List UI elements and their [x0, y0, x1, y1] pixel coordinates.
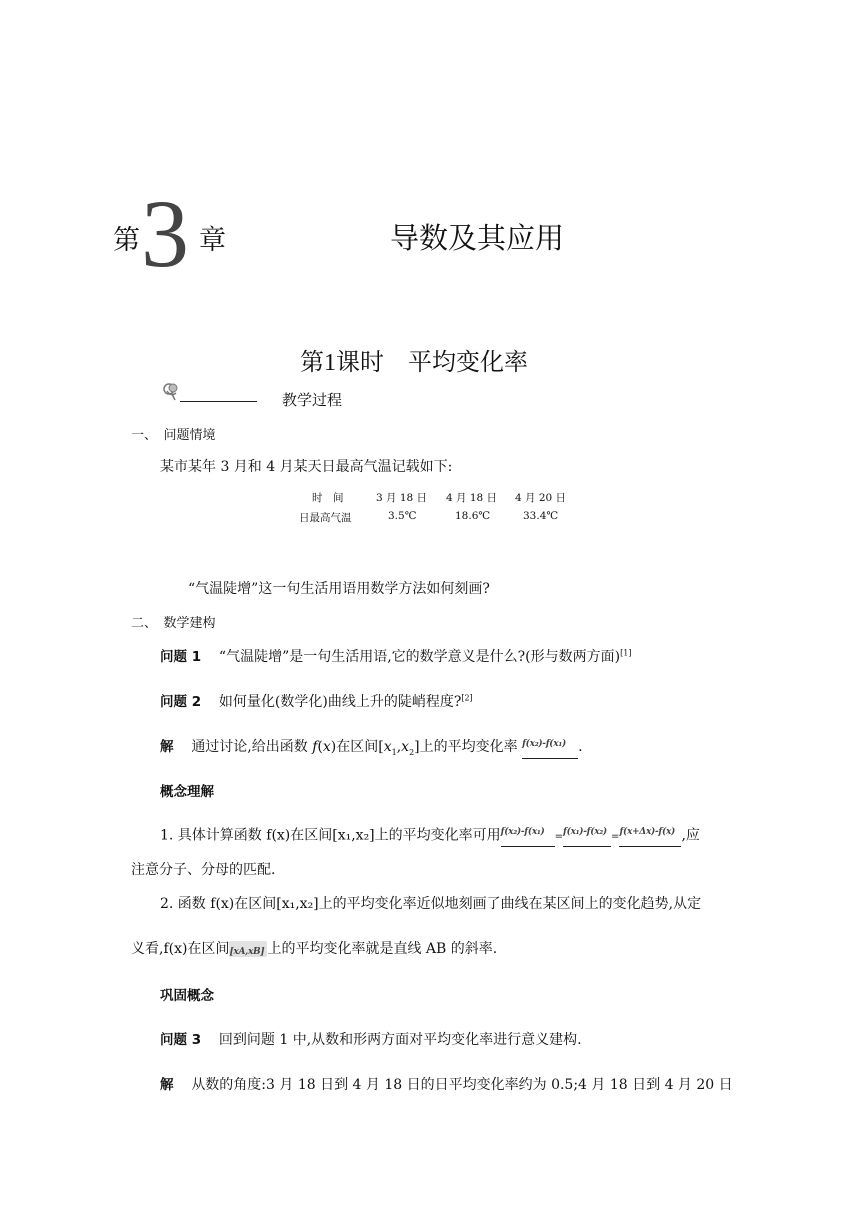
problem-3-text: 回到问题 1 中,从数和形两方面对平均变化率进行意义建构. — [218, 1032, 582, 1048]
table-header-date-3: 4 月 20 日 — [515, 492, 567, 504]
lesson-title: 第1课时 平均变化率 — [300, 348, 528, 376]
answer-1: 解 通过讨论,给出函数 f(x)在区间$[x_1,x_2]$上的平均变化率 f(x₂)-f(x₁) . — [160, 735, 583, 759]
concept-1-line-2: 注意分子、分母的匹配. — [131, 862, 276, 878]
problem-1-label: 问题 1 — [160, 649, 202, 665]
formula-fraction-1: f(x₂)-f(x₁) — [501, 824, 555, 847]
answer-3-label: 解 — [160, 1077, 174, 1093]
chapter-number: 3 — [141, 180, 189, 287]
problem-2-label: 问题 2 — [160, 694, 202, 710]
section1-intro: 某市某年 3 月和 4 月某天日最高气温记载如下: — [160, 459, 453, 475]
concept-2-line-1: 2. 函数 f(x)在区间[x₁,x₂]上的平均变化率近似地刻画了曲线在某区间上的变化趋势,从定 — [160, 896, 702, 912]
consolidate-heading: 巩固概念 — [160, 988, 214, 1004]
answer-3 — [160, 1073, 733, 1094]
formula-fraction-3: f(x+Δx)-f(x) — [619, 824, 681, 847]
process-label: 教学过程 — [282, 391, 343, 409]
chapter-prefix: 第 — [113, 225, 140, 256]
section1-question: “气温陡增”这一句生活用语用数学方法如何刻画? — [188, 581, 490, 597]
table-cell-temp-2: 18.6℃ — [455, 510, 491, 522]
concept-2-line-2: 义看,f(x)在区间[xA,xB] 上的平均变化率就是直线 AB 的斜率. — [131, 941, 498, 957]
table-cell-temp-3: 33.4℃ — [523, 510, 559, 522]
flower-icon — [160, 381, 182, 407]
table-header-time: 时 间 — [312, 492, 344, 504]
table-header-date-1: 3 月 18 日 — [376, 492, 428, 504]
problem-3 — [160, 1028, 582, 1049]
table-header-date-2: 4 月 18 日 — [446, 492, 498, 504]
concept-heading: 概念理解 — [160, 784, 214, 800]
chapter-title: 导数及其应用 — [390, 221, 565, 255]
problem-3-label: 问题 3 — [160, 1032, 202, 1048]
table-cell-temp-1: 3.5℃ — [388, 510, 417, 522]
problem-1 — [160, 645, 631, 666]
interval-image: [xA,xB] — [229, 941, 267, 957]
problem-1-text: “气温陡增”是一句生活用语,它的数学意义是什么?(形与数两方面) — [218, 649, 621, 665]
problem-2-text: 如何量化(数学化)曲线上升的陡峭程度? — [218, 694, 462, 710]
concept-1: 1. 具体计算函数 f(x)在区间[x₁,x₂]上的平均变化率可用f(x₂)-f(x₁) =f(x₁)-f(x₂) =f(x+Δx)-f(x) ,应 — [160, 824, 700, 847]
table-row-label: 日最高气温 — [299, 512, 352, 524]
footnote-ref-2: [2] — [461, 693, 473, 703]
answer-1-label: 解 — [160, 739, 174, 755]
answer-3-text: 从数的角度:3 月 18 日到 4 月 18 日的日平均变化率约为 0.5;4 月 18 日到 4 月 20 日 — [191, 1077, 733, 1093]
formula-fraction-2: f(x₁)-f(x₂) — [563, 824, 611, 847]
footnote-ref-1: [1] — [620, 648, 632, 658]
chapter-suffix: 章 — [199, 225, 226, 256]
problem-2 — [160, 690, 473, 711]
section1-heading: 一、 问题情境 — [131, 428, 216, 443]
section2-heading: 二、 数学建构 — [131, 616, 216, 631]
process-underline — [180, 401, 257, 402]
rate-formula-fraction: f(x₂)-f(x₁) — [522, 736, 578, 759]
